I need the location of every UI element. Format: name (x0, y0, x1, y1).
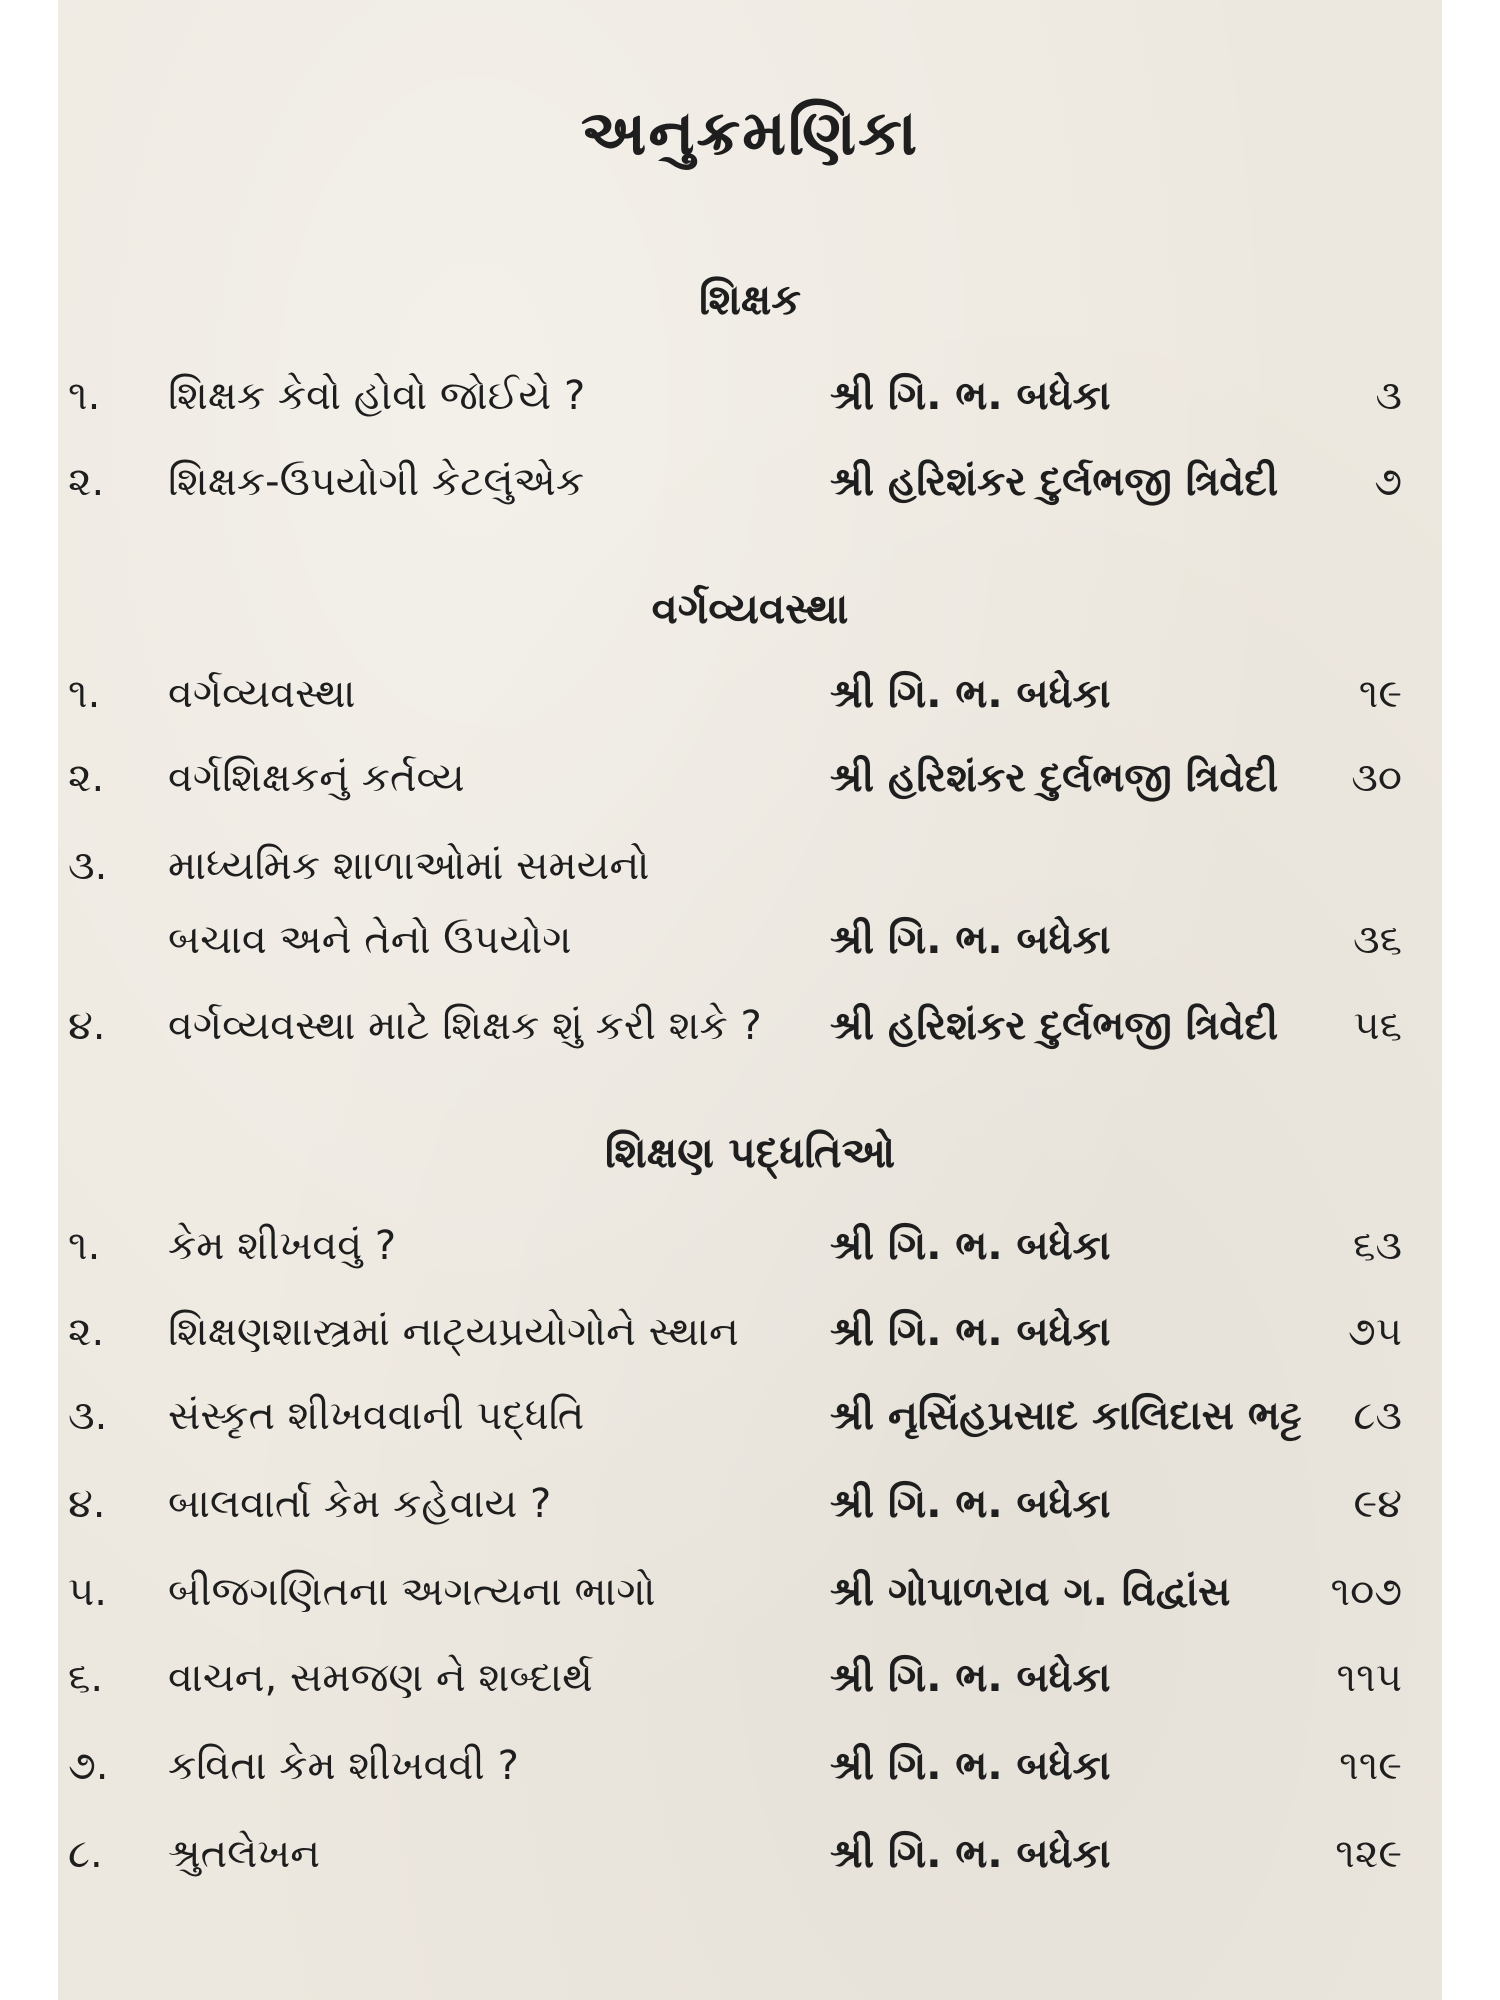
entry-page-number: ૧૯ (1358, 671, 1402, 717)
toc-entry-continuation (58, 910, 1442, 970)
section-heading-teaching-methods: શિક્ષણ પદ્ધતિઓ (604, 1128, 896, 1177)
toc-entry (58, 1386, 1442, 1446)
entry-title: કેમ શીખવવું ? (168, 1223, 397, 1269)
toc-entry (58, 748, 1442, 808)
toc-entry (58, 1562, 1442, 1622)
entry-author: શ્રી ગિ. ભ. બધેકા (830, 1831, 1111, 1877)
toc-entry (58, 1302, 1442, 1362)
entry-page-number: ૩૬ (1352, 917, 1402, 963)
toc-entry (58, 366, 1442, 426)
entry-title: વાચન, સમજણ ને શબ્દાર્થ (168, 1655, 593, 1701)
entry-page-number: ૯૪ (1353, 1481, 1402, 1527)
entry-page-number: ૩૦ (1351, 755, 1402, 801)
entry-number: ૩. (68, 843, 108, 889)
section-heading-teacher: શિક્ષક (698, 275, 802, 324)
toc-entry (58, 1824, 1442, 1884)
entry-page-number: ૧૧૯ (1339, 1743, 1402, 1789)
toc-entry (58, 996, 1442, 1056)
entry-page-number: ૬૩ (1352, 1223, 1402, 1269)
entry-title-continuation: બચાવ અને તેનો ઉપયોગ (168, 917, 572, 963)
entry-page-number: ૧૨૯ (1335, 1831, 1402, 1877)
entry-title: શિક્ષક કેવો હોવો જોઈયે ? (168, 373, 586, 419)
section-heading-class-management: વર્ગવ્યવસ્થા (651, 584, 849, 633)
entry-number: ૧. (68, 1223, 101, 1269)
entry-number: ૬. (68, 1655, 104, 1701)
entry-number: ૪. (68, 1003, 106, 1049)
entry-author: શ્રી ગિ. ભ. બધેકા (830, 1743, 1111, 1789)
toc-entry (58, 664, 1442, 724)
entry-number: ૨. (68, 459, 105, 505)
page-title: અનુક્રમણિકા (580, 96, 920, 169)
entry-title: કવિતા કેમ શીખવવી ? (168, 1743, 519, 1789)
entry-number: ૧. (68, 671, 101, 717)
entry-author: શ્રી ગિ. ભ. બધેકા (830, 1655, 1111, 1701)
entry-author: શ્રી ગિ. ભ. બધેકા (830, 1223, 1111, 1269)
entry-title: શિક્ષક-ઉપયોગી કેટલુંએક (168, 459, 585, 505)
entry-number: ૨. (68, 755, 105, 801)
entry-author: શ્રી ગિ. ભ. બધેકા (830, 373, 1111, 419)
entry-number: ૧. (68, 373, 101, 419)
entry-number: ૫. (68, 1569, 107, 1615)
entry-page-number: ૭ (1374, 459, 1402, 505)
entry-title: માધ્યમિક શાળાઓમાં સમયનો (168, 843, 650, 889)
entry-title: શ્રુતલેખન (168, 1831, 321, 1877)
entry-author: શ્રી નૃસિંહપ્રસાદ કાલિદાસ ભટ્ટ (830, 1393, 1302, 1439)
entry-author: શ્રી હરિશંકર દુર્લભજી ત્રિવેદી (830, 1003, 1279, 1049)
entry-author: શ્રી ગિ. ભ. બધેકા (830, 1309, 1111, 1355)
toc-entry (58, 1648, 1442, 1708)
entry-author: શ્રી ગોપાળરાવ ગ. વિદ્વાંસ (830, 1569, 1231, 1615)
toc-entry (58, 1474, 1442, 1534)
entry-title: બીજગણિતના અગત્યના ભાગો (168, 1569, 656, 1615)
toc-entry (58, 1216, 1442, 1276)
entry-page-number: ૫૬ (1353, 1003, 1402, 1049)
entry-author: શ્રી હરિશંકર દુર્લભજી ત્રિવેદી (830, 755, 1279, 801)
entry-title: વર્ગવ્યવસ્થા (168, 671, 356, 717)
entry-title: વર્ગશિક્ષકનું કર્તવ્ય (168, 755, 465, 801)
entry-page-number: ૧૧૫ (1336, 1655, 1402, 1701)
entry-page-number: ૮૩ (1353, 1393, 1402, 1439)
toc-entry (58, 836, 1442, 896)
entry-author: શ્રી હરિશંકર દુર્લભજી ત્રિવેદી (830, 459, 1279, 505)
entry-number: ૩. (68, 1393, 108, 1439)
entry-number: ૮. (68, 1831, 103, 1877)
entry-title: શિક્ષણશાસ્ત્રમાં નાટ્યપ્રયોગોને સ્થાન (168, 1309, 739, 1355)
entry-author: શ્રી ગિ. ભ. બધેકા (830, 671, 1111, 717)
entry-title: સંસ્કૃત શીખવવાની પદ્ધતિ (168, 1393, 585, 1439)
entry-author: શ્રી ગિ. ભ. બધેકા (830, 917, 1111, 963)
entry-title: વર્ગવ્યવસ્થા માટે શિક્ષક શું કરી શકે ? (168, 1003, 762, 1049)
entry-page-number: ૭૫ (1347, 1309, 1402, 1355)
entry-title: બાલવાર્તા કેમ કહેવાય ? (168, 1481, 552, 1527)
entry-author: શ્રી ગિ. ભ. બધેકા (830, 1481, 1111, 1527)
book-page (58, 0, 1442, 2000)
entry-number: ૭. (68, 1743, 109, 1789)
entry-page-number: ૧૦૭ (1330, 1569, 1402, 1615)
entry-number: ૨. (68, 1309, 105, 1355)
toc-entry (58, 1736, 1442, 1796)
entry-number: ૪. (68, 1481, 106, 1527)
toc-entry (58, 452, 1442, 512)
entry-page-number: ૩ (1375, 373, 1402, 419)
